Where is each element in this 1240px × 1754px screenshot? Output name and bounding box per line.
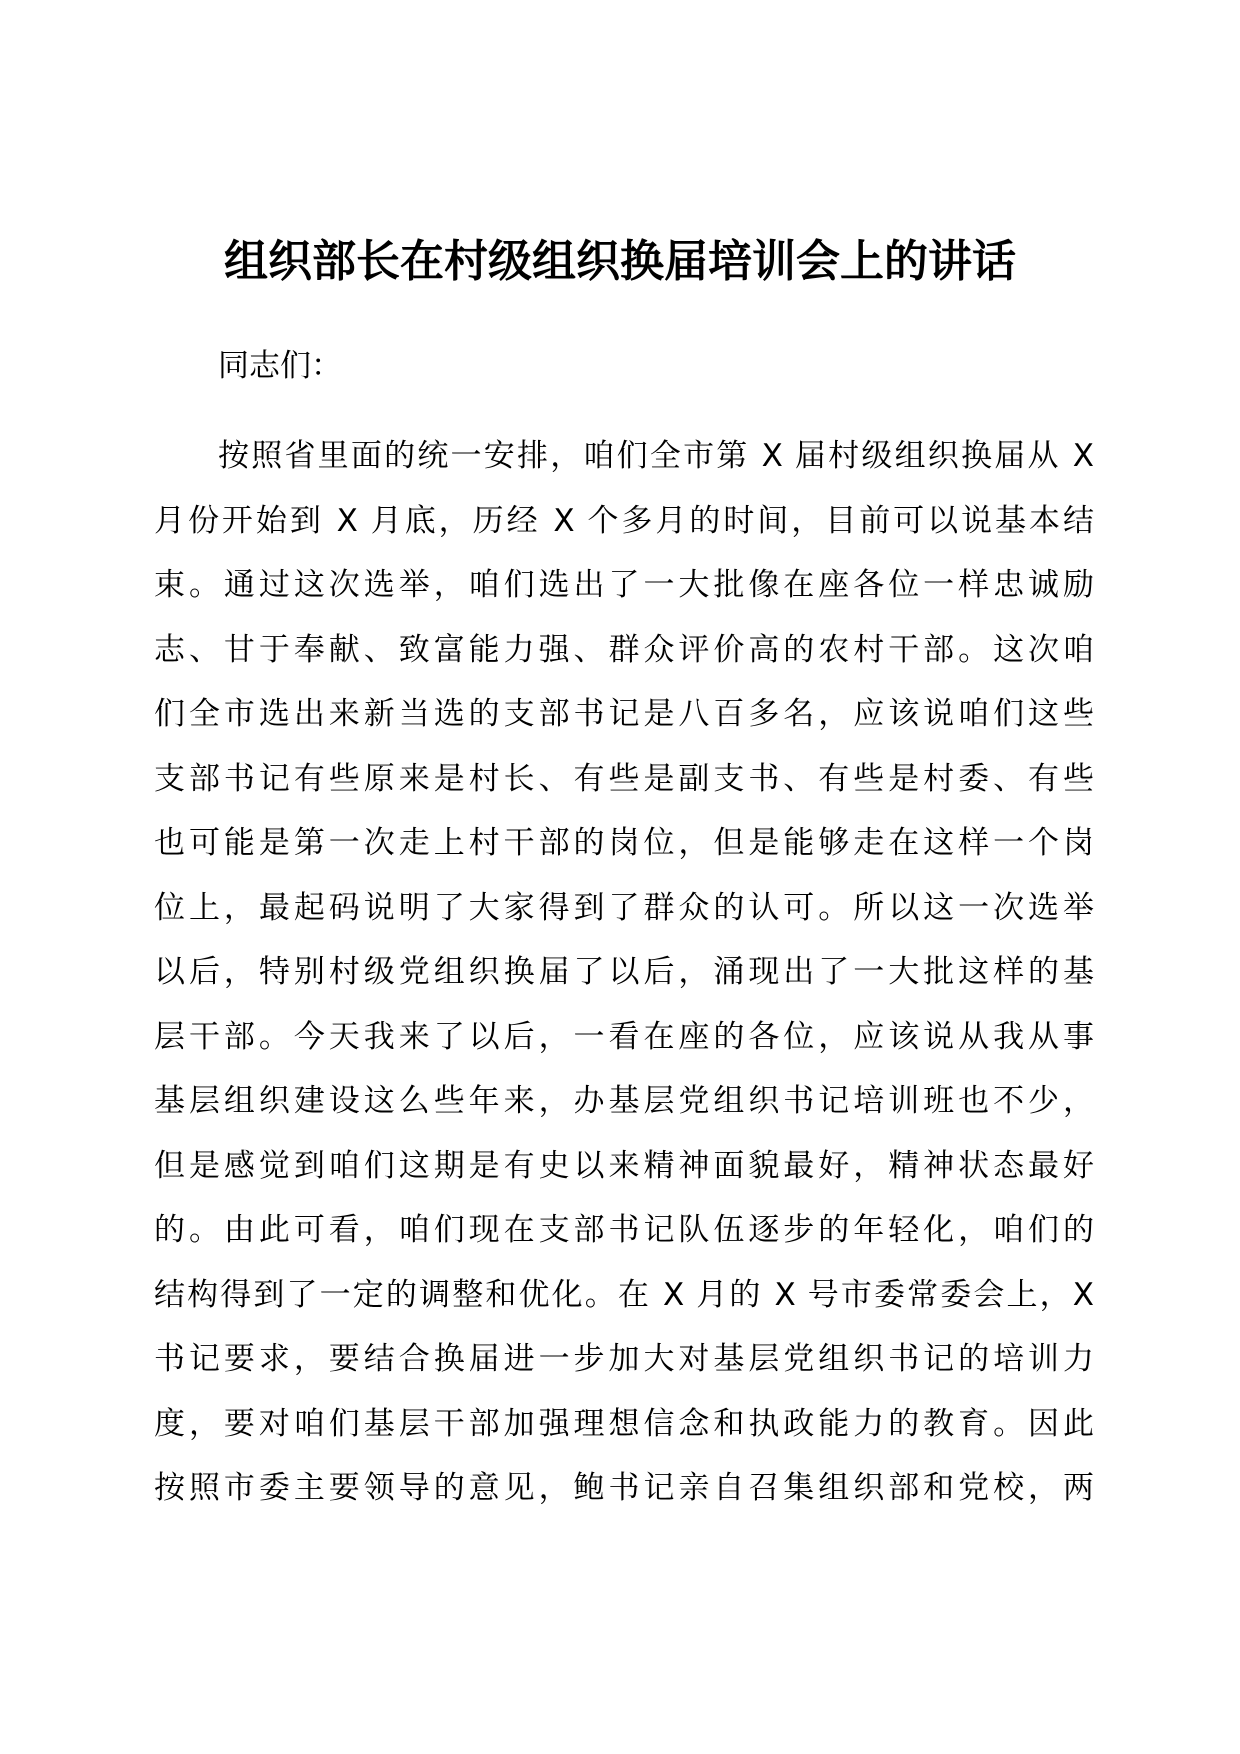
- greeting: 同志们：: [218, 348, 342, 384]
- paragraph-line: 志、甘于奉献、致富能力强、群众评价高的农村干部。这次咱: [154, 631, 1094, 668]
- paragraph-line: 们全市选出来新当选的支部书记是八百多名，应该说咱们这些: [154, 696, 1094, 732]
- paragraph-line: 结构得到了一定的调整和优化。在 X 月的 X 号市委常委会上，X: [154, 1276, 1094, 1313]
- paragraph-line: 基层组织建设这么些年来，办基层党组织书记培训班也不少，: [154, 1083, 1094, 1119]
- body-paragraph: [154, 424, 1094, 1521]
- paragraph-line: 位上，最起码说明了大家得到了群众的认可。所以这一次选举: [154, 889, 1094, 926]
- paragraph-line: 但是感觉到咱们这期是有史以来精神面貌最好，精神状态最好: [154, 1147, 1094, 1184]
- paragraph-line: 束。通过这次选举，咱们选出了一大批像在座各位一样忠诚励: [154, 567, 1094, 603]
- paragraph-line: 按照省里面的统一安排，咱们全市第 X 届村级组织换届从 X: [218, 438, 1094, 474]
- paragraph-line: 以后，特别村级党组织换届了以后，涌现出了一大批这样的基: [154, 954, 1094, 990]
- document-title: 组织部长在村级组织换届培训会上的讲话: [224, 236, 1016, 287]
- paragraph-line: 按照市委主要领导的意见，鲍书记亲自召集组织部和党校，两: [154, 1470, 1094, 1506]
- paragraph-line: 度，要对咱们基层干部加强理想信念和执政能力的教育。因此: [154, 1405, 1094, 1442]
- paragraph-line: 书记要求，要结合换届进一步加大对基层党组织书记的培训力: [154, 1341, 1094, 1377]
- paragraph-line: 的。由此可看，咱们现在支部书记队伍逐步的年轻化，咱们的: [154, 1212, 1094, 1248]
- paragraph-line: 月份开始到 X 月底，历经 X 个多月的时间，目前可以说基本结: [154, 502, 1094, 539]
- paragraph-line: 也可能是第一次走上村干部的岗位，但是能够走在这样一个岗: [154, 825, 1094, 861]
- paragraph-line: 支部书记有些原来是村长、有些是副支书、有些是村委、有些: [154, 760, 1094, 797]
- paragraph-line: 层干部。今天我来了以后，一看在座的各位，应该说从我从事: [154, 1018, 1094, 1055]
